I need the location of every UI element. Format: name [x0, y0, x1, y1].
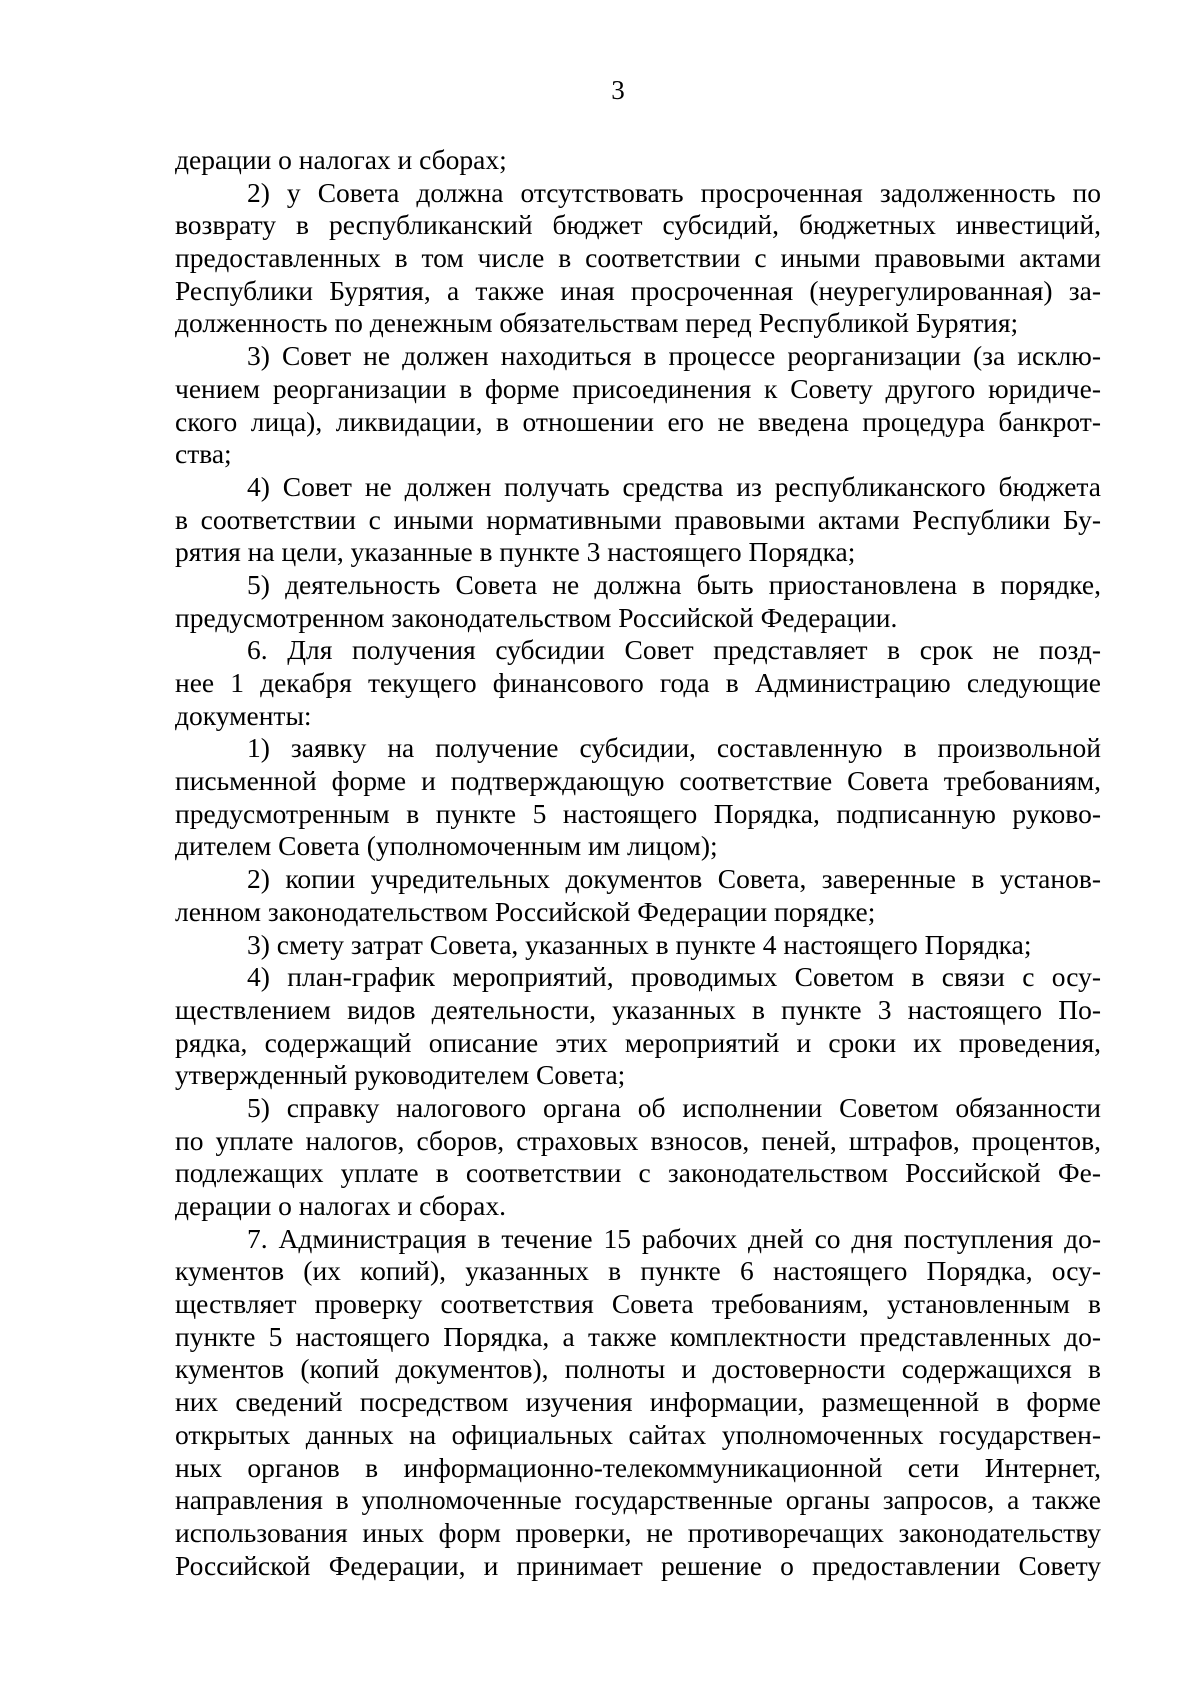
text-line: ства;: [175, 438, 232, 470]
text-line: дерации о налогах и сборах;: [175, 144, 507, 175]
page-number: 3: [611, 75, 625, 105]
text-line: рядка, содержащий описание этих мероприятий и сроки их проведения,: [175, 1026, 1101, 1058]
text-line: документы:: [175, 699, 312, 731]
text-line: открытых данных на официальных сайтах уполномоченных государствен-: [175, 1418, 1101, 1450]
text-line: ленном законодательством Российской Федерации порядке;: [175, 895, 876, 927]
text-line: возврату в республиканский бюджет субсидий, бюджетных инвестиций,: [175, 209, 1101, 241]
text-line: направления в уполномоченные государственные органы запросов, а также: [175, 1484, 1101, 1516]
text-line: нее 1 декабря текущего финансового года в Администрацию следующие: [175, 667, 1101, 698]
text-line: чением реорганизации в форме присоединения к Совету другого юридиче-: [175, 372, 1101, 404]
text-line: 5) деятельность Совета не должна быть приостановлена в порядке,: [247, 568, 1101, 600]
text-line: кументов (их копий), указанных в пункте 6 настоящего Порядка, осу-: [175, 1255, 1101, 1287]
document-body: [175, 144, 1101, 1582]
text-line: долженность по денежным обязательствам перед Республикой Бурятия;: [175, 307, 1019, 339]
text-line: в соответствии с иными нормативными правовыми актами Республики Бу-: [175, 503, 1101, 535]
text-line: 6. Для получения субсидии Совет представляет в срок не позд-: [247, 634, 1101, 666]
text-line: предусмотренным в пункте 5 настоящего Порядка, подписанную руково-: [175, 797, 1101, 829]
text-line: предусмотренном законодательством Российской Федерации.: [175, 601, 898, 633]
text-line: 4) Совет не должен получать средства из республиканского бюджета: [247, 470, 1101, 502]
text-line: письменной форме и подтверждающую соответствие Совета требованиям,: [175, 765, 1101, 797]
text-line: Республики Бурятия, а также иная просроченная (неурегулированная) за-: [175, 274, 1101, 306]
text-line: использования иных форм проверки, не противоречащих законодательству: [175, 1516, 1101, 1548]
text-line: утвержденный руководителем Совета;: [175, 1059, 626, 1091]
text-line: 7. Администрация в течение 15 рабочих дней со дня поступления до-: [247, 1222, 1101, 1254]
text-line: ществляет проверку соответствия Совета требованиям, установленным в: [175, 1288, 1101, 1320]
text-line: 1) заявку на получение субсидии, составленную в произвольной: [247, 732, 1101, 764]
text-line: ществлением видов деятельности, указанных в пункте 3 настоящего По-: [175, 993, 1101, 1025]
text-line: предоставленных в том числе в соответствии с иными правовыми актами: [175, 242, 1101, 274]
text-line: ных органов в информационно-телекоммуникационной сети Интернет,: [175, 1451, 1101, 1483]
text-line: 3) смету затрат Совета, указанных в пункте 4 настоящего Порядка;: [247, 928, 1032, 960]
text-line: них сведений посредством изучения информации, размещенной в форме: [175, 1386, 1101, 1418]
text-line: 3) Совет не должен находиться в процессе реорганизации (за исклю-: [247, 340, 1101, 372]
text-line: рятия на цели, указанные в пункте 3 настоящего Порядка;: [175, 536, 856, 568]
text-line: по уплате налогов, сборов, страховых взносов, пеней, штрафов, процентов,: [175, 1124, 1101, 1156]
text-line: 5) справку налогового органа об исполнении Советом обязанности: [247, 1091, 1101, 1123]
text-line: пункте 5 настоящего Порядка, а также комплектности представленных до-: [175, 1320, 1101, 1352]
text-line: ского лица), ликвидации, в отношении его не введена процедура банкрот-: [175, 405, 1101, 437]
text-line: кументов (копий документов), полноты и достоверности содержащихся в: [175, 1353, 1101, 1385]
text-line: дителем Совета (уполномоченным им лицом);: [175, 830, 718, 862]
text-line: подлежащих уплате в соответствии с законодательством Российской Фе-: [175, 1157, 1101, 1189]
text-line: 2) копии учредительных документов Совета, заверенные в установ-: [247, 863, 1101, 895]
text-line: 4) план-график мероприятий, проводимых Советом в связи с осу-: [247, 961, 1101, 993]
text-line: Российской Федерации, и принимает решение о предоставлении Совету: [175, 1549, 1101, 1581]
text-line: дерации о налогах и сборах.: [175, 1190, 507, 1221]
text-line: 2) у Совета должна отсутствовать просроченная задолженность по: [247, 176, 1101, 208]
